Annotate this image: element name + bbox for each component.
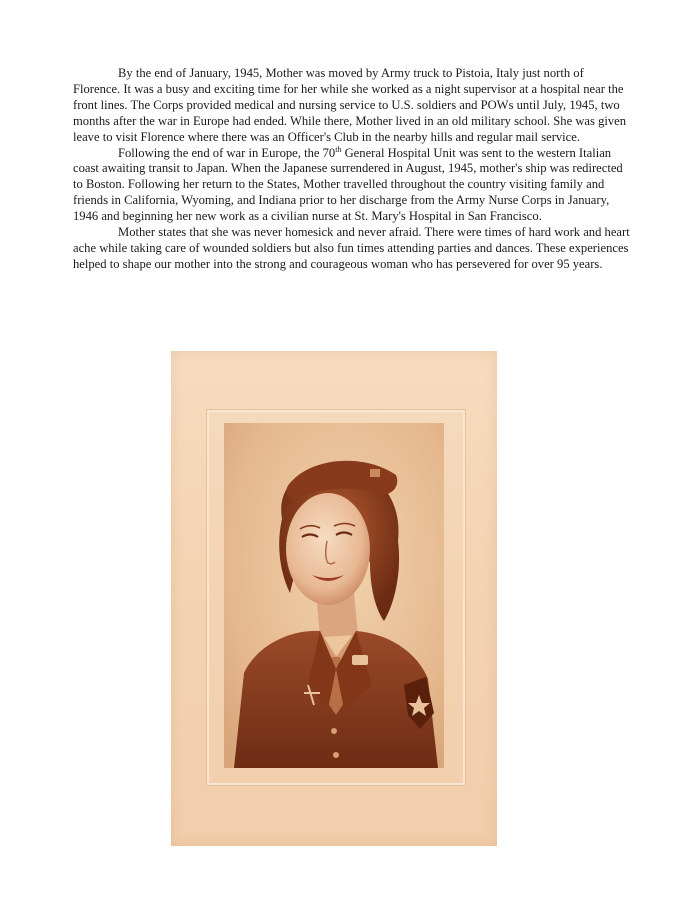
jacket-button <box>333 752 339 758</box>
portrait-photo <box>224 423 444 768</box>
photo-mount <box>171 351 497 846</box>
paragraph-3: Mother states that she was never homesick and never afraid. There were times of hard work and heart ache while taking care of wounded soldiers but also fun times attending parties and dances. These experiences helped to shape our mother into the strong and courageous woman who has persevered for over 95 years. <box>73 225 630 271</box>
paragraph-2-part-2: General Hospital Unit was sent to the western Italian coast awaiting transit to Japan. When the Japanese surrendered in August, 1945, mother's ship was redirected to Boston. Following her return to the States, Mother travelled throughout the country visiting family and friends in California, Wyoming, and Indiana prior to her discharge from the Army Nurse Corps in January, 1946 and beginning her new work as a civilian nurse at St. Mary's Hospital in San Francisco. <box>73 145 623 224</box>
ordinal-suffix: th <box>335 144 342 154</box>
us-collar-insignia <box>352 655 368 665</box>
document-text <box>73 66 633 273</box>
portrait-illustration <box>224 423 444 768</box>
jacket-button <box>331 728 337 734</box>
cap-insignia <box>370 469 380 477</box>
paragraph-1: By the end of January, 1945, Mother was moved by Army truck to Pistoia, Italy just north of Florence. It was a busy and exciting time for her while she worked as a night supervisor at a hospital near the front lines. The Corps provided medical and nursing service to U.S. soldiers and POWs until July, 1945, two months after the war in Europe had ended. While there, Mother lived in an old military school. She was given leave to visit Florence where there was an Officer's Club in the nearby hills and regular mail service. <box>73 66 627 144</box>
face <box>286 493 370 605</box>
paragraph-2-part-1: Following the end of war in Europe, the 70 <box>118 145 336 160</box>
paragraph-2 <box>73 146 633 226</box>
